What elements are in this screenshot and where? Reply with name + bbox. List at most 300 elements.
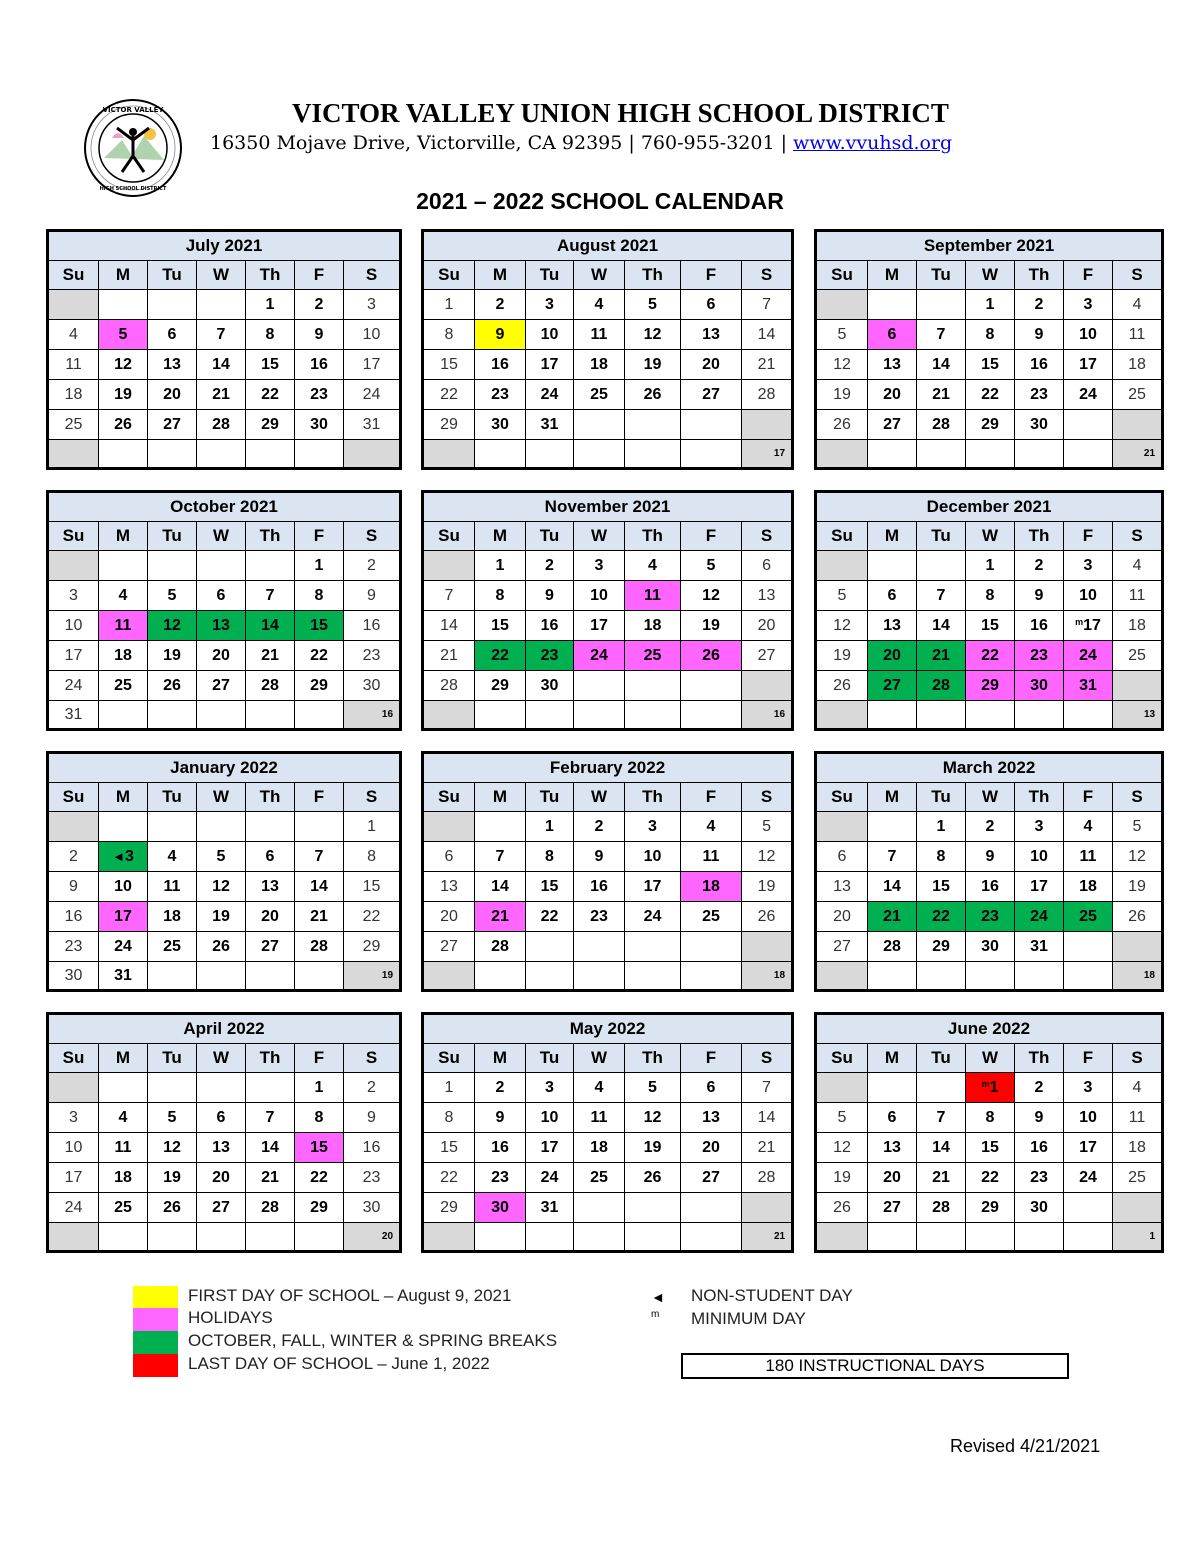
calendar-day: 5 [681, 551, 742, 581]
calendar-day: 2 [475, 290, 526, 320]
weekday-header: W [966, 1044, 1015, 1073]
calendar-day: 5 [148, 1103, 197, 1133]
empty-day [625, 671, 681, 701]
empty-day [868, 1223, 917, 1251]
calendar-day: 12 [148, 1133, 197, 1163]
calendar-day: 17 [526, 1133, 574, 1163]
calendar-day: 20 [817, 902, 868, 932]
empty-day [625, 962, 681, 990]
calendar-day: 13 [817, 872, 868, 902]
calendar-day: 11 [49, 350, 99, 380]
calendar-day: 25 [1064, 902, 1113, 932]
instructional-day-count: 19 [344, 962, 400, 990]
weekday-header: Th [246, 522, 295, 551]
empty-day [868, 290, 917, 320]
calendar-day: 24 [99, 932, 148, 962]
calendar-day: 24 [526, 380, 574, 410]
calendar-day: 4 [681, 812, 742, 842]
calendar-day: 11 [574, 320, 625, 350]
calendar-day: 15 [295, 1133, 344, 1163]
weekday-header: Th [625, 783, 681, 812]
calendar-day: 25 [99, 671, 148, 701]
month-calendar [816, 1014, 1162, 1251]
calendar-day: 1 [917, 812, 966, 842]
empty-day [868, 551, 917, 581]
calendar-day: 16 [344, 1133, 400, 1163]
empty-day [475, 701, 526, 729]
empty-day [246, 812, 295, 842]
calendar-day: 5 [625, 290, 681, 320]
weekday-header: Su [424, 1044, 475, 1073]
calendar-day: ◄3 [99, 842, 148, 872]
month-title: July 2021 [49, 232, 400, 261]
instructional-day-count: 13 [1113, 701, 1162, 729]
calendar-day: 12 [817, 350, 868, 380]
calendar-day: 30 [1015, 1193, 1064, 1223]
calendar-day: 1 [475, 551, 526, 581]
calendar-day: 5 [817, 581, 868, 611]
calendar-day: 28 [424, 671, 475, 701]
calendar-day: 19 [148, 1163, 197, 1193]
calendar-day: 17 [49, 641, 99, 671]
calendar-day: 9 [49, 872, 99, 902]
calendar-day: 9 [475, 320, 526, 350]
calendar-day: 28 [917, 671, 966, 701]
calendar-day: 7 [917, 1103, 966, 1133]
calendar-day: 25 [681, 902, 742, 932]
calendar-day: 24 [49, 1193, 99, 1223]
weekday-header: M [99, 522, 148, 551]
empty-day [148, 440, 197, 468]
calendar-day: 4 [574, 1073, 625, 1103]
calendar-day: 16 [574, 872, 625, 902]
weekday-header: W [197, 522, 246, 551]
empty-day [817, 701, 868, 729]
calendar-day: 10 [1064, 320, 1113, 350]
calendar-day: 11 [1064, 842, 1113, 872]
calendar-day: 21 [868, 902, 917, 932]
calendar-day: 18 [574, 350, 625, 380]
calendar-day: 15 [424, 1133, 475, 1163]
calendar-day: 18 [1064, 872, 1113, 902]
weekday-header: F [295, 261, 344, 290]
empty-day [148, 1073, 197, 1103]
calendar-day: 22 [295, 1163, 344, 1193]
calendar-day: 11 [1113, 1103, 1162, 1133]
calendar-day: 28 [917, 410, 966, 440]
calendar-day: 1 [424, 1073, 475, 1103]
calendar-day: 29 [966, 671, 1015, 701]
calendar-day: 16 [1015, 350, 1064, 380]
month-title: April 2022 [49, 1015, 400, 1044]
calendar-day: 12 [197, 872, 246, 902]
weekday-header: F [1064, 783, 1113, 812]
calendar-day: 2 [344, 551, 400, 581]
empty-day [817, 440, 868, 468]
calendar-day: 23 [49, 932, 99, 962]
weekday-header: Th [1015, 261, 1064, 290]
calendar-day: 13 [681, 320, 742, 350]
calendar-day: 24 [574, 641, 625, 671]
calendar-day: 21 [197, 380, 246, 410]
empty-day [966, 1223, 1015, 1251]
calendar-day: 10 [526, 1103, 574, 1133]
weekday-header: M [99, 783, 148, 812]
empty-day [681, 410, 742, 440]
calendar-day: 1 [966, 551, 1015, 581]
calendar-day: 8 [966, 581, 1015, 611]
calendar-day: 6 [424, 842, 475, 872]
weekday-header: S [1113, 522, 1162, 551]
empty-day [1113, 1193, 1162, 1223]
weekday-header: Su [49, 783, 99, 812]
calendar-day: 15 [966, 350, 1015, 380]
empty-day [424, 701, 475, 729]
weekday-header: W [197, 783, 246, 812]
empty-day [868, 440, 917, 468]
calendar-day: 5 [197, 842, 246, 872]
empty-day [574, 410, 625, 440]
calendar-day: 24 [1064, 641, 1113, 671]
calendar-day: 9 [344, 581, 400, 611]
calendar-day: 12 [817, 611, 868, 641]
calendar-day: 6 [681, 1073, 742, 1103]
instructional-day-count [344, 440, 400, 468]
weekday-header: W [966, 783, 1015, 812]
calendar-day: 2 [344, 1073, 400, 1103]
empty-day [1064, 701, 1113, 729]
calendar-day: 7 [742, 290, 792, 320]
calendar-day: 3 [49, 1103, 99, 1133]
empty-day [574, 671, 625, 701]
empty-day [148, 551, 197, 581]
calendar-day: 9 [344, 1103, 400, 1133]
calendar-day: 15 [424, 350, 475, 380]
weekday-header: S [1113, 783, 1162, 812]
calendar-day: 19 [1113, 872, 1162, 902]
calendar-day: 21 [246, 641, 295, 671]
empty-day [574, 701, 625, 729]
empty-day [868, 812, 917, 842]
calendar-day: 21 [742, 1133, 792, 1163]
calendar-day: 31 [99, 962, 148, 990]
weekday-header: W [966, 522, 1015, 551]
svg-text:VICTOR VALLEY: VICTOR VALLEY [102, 106, 164, 114]
calendar-day: 21 [475, 902, 526, 932]
calendar-day: 4 [99, 1103, 148, 1133]
calendar-day: 20 [681, 350, 742, 380]
weekday-header: S [742, 522, 792, 551]
weekday-header: W [574, 261, 625, 290]
calendar-day: 13 [868, 1133, 917, 1163]
calendar-day: 4 [49, 320, 99, 350]
empty-day [625, 932, 681, 962]
empty-day [681, 701, 742, 729]
calendar-day: 1 [295, 551, 344, 581]
weekday-header: Th [1015, 1044, 1064, 1073]
district-name: VICTOR VALLEY UNION HIGH SCHOOL DISTRICT [292, 98, 949, 128]
website-link[interactable]: www.vvuhsd.org [793, 132, 953, 154]
month-calendar [816, 492, 1162, 729]
weekday-header: M [475, 783, 526, 812]
calendar-day: 18 [148, 902, 197, 932]
calendar-day: 3 [344, 290, 400, 320]
calendar-day: 24 [625, 902, 681, 932]
calendar-day: 16 [475, 350, 526, 380]
weekday-header: S [344, 1044, 400, 1073]
calendar-day: 7 [475, 842, 526, 872]
district-address [210, 132, 952, 154]
calendar-day: 10 [526, 320, 574, 350]
calendar-day: 2 [475, 1073, 526, 1103]
legend-last-day-text: LAST DAY OF SCHOOL – June 1, 2022 [188, 1354, 490, 1373]
calendar-day: 5 [817, 1103, 868, 1133]
calendar-day: 30 [49, 962, 99, 990]
weekday-header: F [1064, 522, 1113, 551]
legend-swatch-red [133, 1354, 178, 1377]
calendar-day: 30 [344, 1193, 400, 1223]
empty-day [246, 551, 295, 581]
calendar-day: 31 [49, 701, 99, 729]
calendar-day: 3 [1015, 812, 1064, 842]
calendar-day: 10 [1064, 581, 1113, 611]
instructional-day-count: 20 [344, 1223, 400, 1251]
month-title: October 2021 [49, 493, 400, 522]
weekday-header: Tu [148, 522, 197, 551]
empty-day [917, 290, 966, 320]
calendar-day: 19 [817, 641, 868, 671]
calendar-day: 29 [344, 932, 400, 962]
empty-day [99, 701, 148, 729]
month-title: November 2021 [424, 493, 792, 522]
calendar-day: 15 [344, 872, 400, 902]
calendar-day: 21 [295, 902, 344, 932]
empty-day [625, 701, 681, 729]
calendar-day: 22 [295, 641, 344, 671]
empty-day [49, 1073, 99, 1103]
empty-day [99, 551, 148, 581]
calendar-day: 26 [681, 641, 742, 671]
calendar-day: 29 [295, 671, 344, 701]
calendar-day: 24 [1064, 1163, 1113, 1193]
month-calendar [816, 231, 1162, 468]
weekday-header: Tu [148, 783, 197, 812]
calendar-day: 2 [1015, 1073, 1064, 1103]
calendar-day: 7 [246, 581, 295, 611]
calendar-day: 2 [49, 842, 99, 872]
calendar-day: 30 [295, 410, 344, 440]
instructional-day-count: 18 [742, 962, 792, 990]
calendar-day: 11 [574, 1103, 625, 1133]
instructional-day-count: 21 [1113, 440, 1162, 468]
weekday-header: Tu [917, 522, 966, 551]
weekday-header: S [1113, 261, 1162, 290]
empty-day [1064, 1193, 1113, 1223]
calendar-day: 2 [966, 812, 1015, 842]
calendar-day: 1 [246, 290, 295, 320]
calendar-day: 6 [868, 1103, 917, 1133]
empty-day [197, 962, 246, 990]
empty-day [1015, 701, 1064, 729]
weekday-header: Tu [917, 261, 966, 290]
calendar-day: 9 [475, 1103, 526, 1133]
calendar-day: 2 [1015, 551, 1064, 581]
calendar-day: 6 [197, 1103, 246, 1133]
calendar-day: 26 [148, 1193, 197, 1223]
instructional-day-count: 21 [742, 1223, 792, 1251]
instructional-day-count: 16 [742, 701, 792, 729]
month-calendar [423, 492, 792, 729]
calendar-day: 19 [625, 1133, 681, 1163]
empty-day [681, 962, 742, 990]
calendar-day: 9 [1015, 1103, 1064, 1133]
calendar-day: 7 [868, 842, 917, 872]
calendar-day: 13 [681, 1103, 742, 1133]
calendar-day: 6 [197, 581, 246, 611]
calendar-day: 3 [526, 290, 574, 320]
weekday-header: W [574, 522, 625, 551]
calendar-day: 23 [344, 1163, 400, 1193]
calendar-day: 6 [817, 842, 868, 872]
calendar-day: 11 [1113, 581, 1162, 611]
calendar-day: 28 [197, 410, 246, 440]
empty-day [966, 962, 1015, 990]
empty-day [526, 1223, 574, 1251]
empty-day [681, 1223, 742, 1251]
calendar-day: 29 [424, 1193, 475, 1223]
calendar-day: 26 [197, 932, 246, 962]
calendar-day: 8 [526, 842, 574, 872]
calendar-day: 10 [99, 872, 148, 902]
empty-day [148, 812, 197, 842]
calendar-day: 14 [197, 350, 246, 380]
calendar-day: 3 [526, 1073, 574, 1103]
weekday-header: F [295, 783, 344, 812]
calendar-day: 10 [344, 320, 400, 350]
calendar-day: 20 [681, 1133, 742, 1163]
empty-day [917, 962, 966, 990]
weekday-header: Su [424, 261, 475, 290]
calendar-day: 20 [246, 902, 295, 932]
calendar-day: 20 [197, 641, 246, 671]
legend-non-student-text: NON-STUDENT DAY [691, 1286, 853, 1305]
empty-day [99, 1223, 148, 1251]
legend-swatch-green [133, 1331, 178, 1354]
empty-day [574, 1193, 625, 1223]
empty-day [246, 701, 295, 729]
calendar-day: 26 [742, 902, 792, 932]
calendar-day: 23 [344, 641, 400, 671]
weekday-header: Tu [148, 261, 197, 290]
month-calendar [48, 753, 400, 990]
calendar-day: 26 [817, 1193, 868, 1223]
weekday-header: Tu [526, 261, 574, 290]
weekday-header: M [868, 1044, 917, 1073]
calendar-day: 16 [49, 902, 99, 932]
calendar-day: 4 [148, 842, 197, 872]
calendar-day: 25 [625, 641, 681, 671]
calendar-day: 22 [424, 380, 475, 410]
empty-day [295, 962, 344, 990]
calendar-day: 10 [1015, 842, 1064, 872]
weekday-header: M [475, 522, 526, 551]
calendar-day: 8 [295, 1103, 344, 1133]
calendar-day: 18 [1113, 611, 1162, 641]
empty-day [817, 812, 868, 842]
calendar-day: 22 [966, 1163, 1015, 1193]
calendar-day: 13 [246, 872, 295, 902]
calendar-day: 29 [246, 410, 295, 440]
calendar-day: 11 [99, 1133, 148, 1163]
calendar-day: 1 [424, 290, 475, 320]
calendar-day: 23 [295, 380, 344, 410]
calendar-day: 15 [526, 872, 574, 902]
calendar-day: 6 [868, 581, 917, 611]
calendar-day: 16 [475, 1133, 526, 1163]
revised-date: Revised 4/21/2021 [950, 1436, 1101, 1456]
calendar-day: 19 [148, 641, 197, 671]
calendar-day: 12 [681, 581, 742, 611]
calendar-day: 25 [49, 410, 99, 440]
calendar-day: 3 [1064, 1073, 1113, 1103]
empty-day [246, 962, 295, 990]
calendar-day: 24 [1064, 380, 1113, 410]
weekday-header: S [1113, 1044, 1162, 1073]
weekday-header: Tu [917, 1044, 966, 1073]
weekday-header: F [1064, 261, 1113, 290]
calendar-day: 2 [1015, 290, 1064, 320]
calendar-day: 12 [625, 1103, 681, 1133]
month-title: January 2022 [49, 754, 400, 783]
empty-day [99, 812, 148, 842]
calendar-day: 25 [99, 1193, 148, 1223]
weekday-header: M [475, 261, 526, 290]
calendar-day: 17 [49, 1163, 99, 1193]
empty-day [625, 1223, 681, 1251]
legend-minimum-text: MINIMUM DAY [691, 1309, 806, 1328]
empty-day [424, 1223, 475, 1251]
svg-text:HIGH SCHOOL DISTRICT: HIGH SCHOOL DISTRICT [99, 186, 167, 192]
empty-day [625, 440, 681, 468]
calendar-day: 14 [246, 1133, 295, 1163]
weekday-header: Tu [148, 1044, 197, 1073]
calendar-day: 30 [344, 671, 400, 701]
calendar-day: 15 [966, 1133, 1015, 1163]
calendar-day: 25 [1113, 380, 1162, 410]
calendar-day: 30 [1015, 671, 1064, 701]
calendar-day: 14 [475, 872, 526, 902]
calendar-day: 4 [1113, 1073, 1162, 1103]
weekday-header: Su [49, 261, 99, 290]
calendar-day: 30 [526, 671, 574, 701]
empty-day [424, 440, 475, 468]
empty-day [148, 701, 197, 729]
calendar-day: 17 [344, 350, 400, 380]
empty-day [1064, 932, 1113, 962]
empty-day [475, 1223, 526, 1251]
empty-day [1015, 440, 1064, 468]
weekday-header: Tu [526, 1044, 574, 1073]
empty-day [197, 812, 246, 842]
calendar-day: 20 [868, 380, 917, 410]
minimum-day-icon: m [651, 1309, 660, 1320]
calendar-day: 1 [295, 1073, 344, 1103]
empty-day [681, 932, 742, 962]
calendar-day: 20 [742, 611, 792, 641]
weekday-header: F [681, 261, 742, 290]
calendar-day: 8 [424, 1103, 475, 1133]
calendar-day: 16 [1015, 1133, 1064, 1163]
